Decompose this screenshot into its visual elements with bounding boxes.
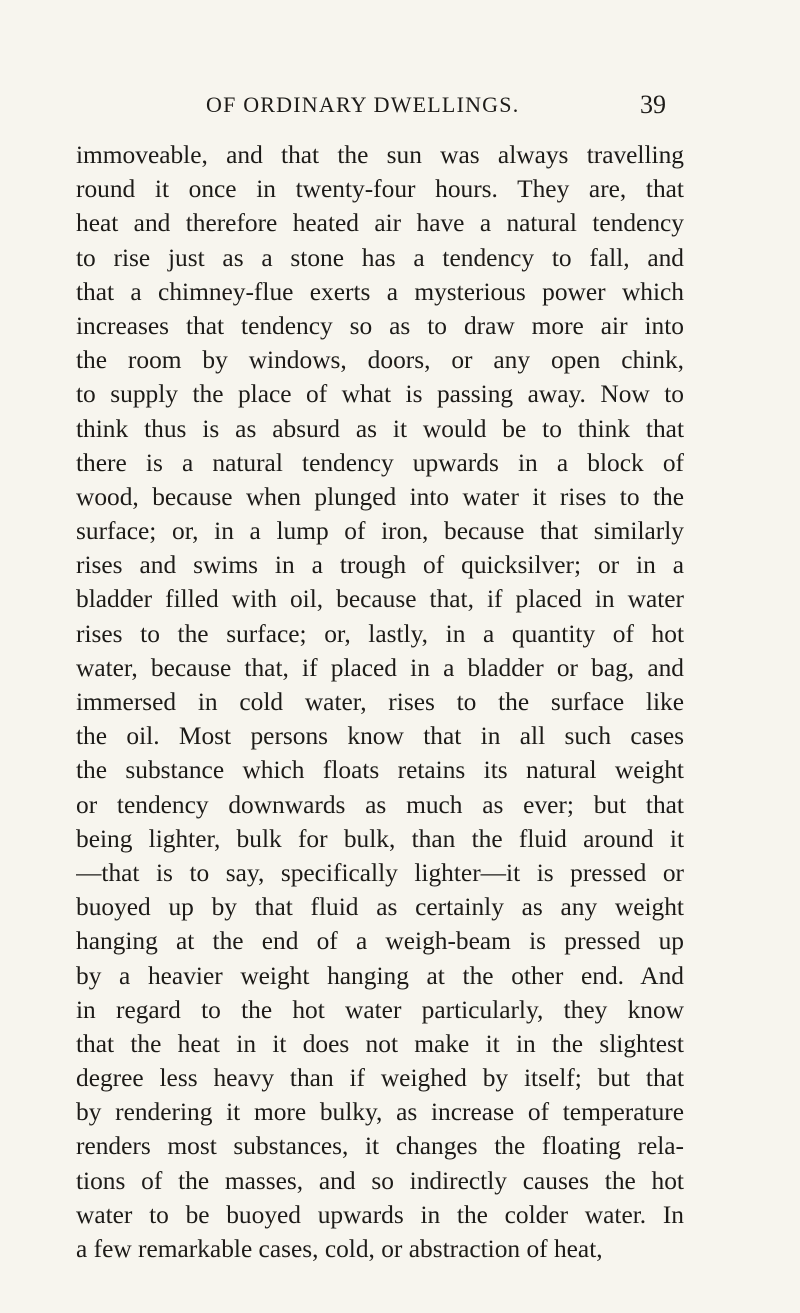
text-line: increases that tendency so as to draw more air into: [76, 311, 684, 340]
text-line: tions of the masses, and so indirectly causes the hot: [76, 1166, 684, 1195]
text-line: heat and therefore heated air have a natural tendency: [76, 209, 684, 238]
running-head: [0, 90, 800, 120]
text-line: renders most substances, it changes the floating rela-: [76, 1132, 684, 1161]
text-line: that a chimney-flue exerts a mysterious power which: [76, 277, 684, 306]
text-line: water, because that, if placed in a bladder or bag, and: [76, 653, 684, 682]
text-line: think thus is as absurd as it would be to think that: [76, 414, 684, 443]
text-line: round it once in twenty-four hours. They are, that: [76, 175, 684, 204]
text-line: by rendering it more bulky, as increase of temperature: [76, 1098, 684, 1127]
text-line: by a heavier weight hanging at the other end. And: [76, 961, 684, 990]
body-text: [76, 138, 684, 1266]
text-line: water to be buoyed upwards in the colder water. In: [76, 1200, 684, 1229]
text-line: the oil. Most persons know that in all such cases: [76, 722, 684, 751]
running-head-title: OF ORDINARY DWELLINGS.: [206, 92, 520, 117]
text-line: that the heat in it does not make it in the slightest: [76, 1029, 684, 1058]
text-line: rises to the surface; or, lastly, in a quantity of hot: [76, 619, 684, 648]
text-line: the room by windows, doors, or any open chink,: [76, 346, 684, 375]
text-line: being lighter, bulk for bulk, than the fluid around it: [76, 824, 684, 853]
text-line: hanging at the end of a weigh-beam is pressed up: [76, 927, 684, 956]
text-line: wood, because when plunged into water it rises to the: [76, 482, 684, 511]
text-line: a few remarkable cases, cold, or abstraction of heat,: [76, 1235, 603, 1263]
text-line: degree less heavy than if weighed by itself; but that: [76, 1064, 684, 1093]
text-line: bladder filled with oil, because that, if placed in water: [76, 585, 684, 614]
text-line: in regard to the hot water particularly, they know: [76, 995, 684, 1024]
text-line: the substance which floats retains its natural weight: [76, 756, 684, 785]
text-line: buoyed up by that fluid as certainly as any weight: [76, 893, 684, 922]
text-line: or tendency downwards as much as ever; but that: [76, 790, 684, 819]
text-line: surface; or, in a lump of iron, because that similarly: [76, 517, 684, 546]
text-line: rises and swims in a trough of quicksilver; or in a: [76, 551, 684, 580]
text-line: immoveable, and that the sun was always travelling: [76, 141, 684, 169]
text-line: —that is to say, specifically lighter—it is pressed or: [76, 858, 684, 887]
text-line: there is a natural tendency upwards in a block of: [76, 448, 684, 477]
text-line: to rise just as a stone has a tendency to fall, and: [76, 243, 684, 272]
text-line: to supply the place of what is passing away. Now to: [76, 380, 684, 409]
text-line: immersed in cold water, rises to the surface like: [76, 688, 684, 716]
page-number: 39: [640, 90, 666, 119]
